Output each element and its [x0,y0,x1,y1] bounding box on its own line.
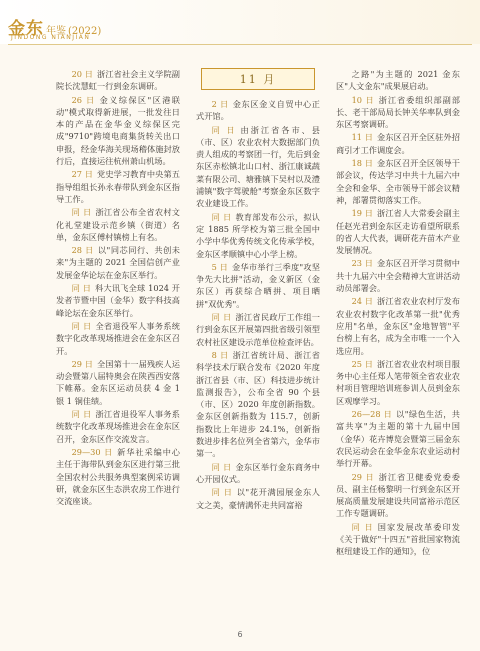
entry-text: 教育部发布公示，拟认定 1885 所学校为第三批全国中小学中华优秀传统文化传承学校，金东区孝顺镇中心小学上榜。 [196,211,320,259]
chronicle-entry [56,446,180,507]
entry-date: 5 日 [211,261,229,272]
chronicle-entry [56,94,180,168]
entry-text: 由浙江省各市、县（市、区）农业农村大数据部门负责人组成的考察团一行，先后到金东区赤松镇北山口村、浙江康诚蔬菜有限公司、塘雅镇下吴村以及澧浦镇"数字驾驶舱"考察金东区数字农业建设工作。 [196,124,320,209]
entry-date: 27 日 [71,169,94,180]
chronicle-entry [336,68,460,93]
logo-year: (2022) [68,26,102,37]
entry-date: 2 日 [211,99,229,109]
entry-date: 18 日 [351,158,374,169]
chronicle-entry [56,206,180,243]
entry-text: 新华社采编中心主任于海带队到金东区进行第三批全国农村公共服务典型案例采访调研，就金东区生态洪农房工作进行交流座谈。 [56,446,180,507]
chronicle-entry [336,521,460,558]
page-number: 6 [237,630,243,639]
entry-text: 以"绿色生活，共富共享"为主题的第十九届中国（金华）花卉博览会暨第三届金东农民运动会在金华金东农业运动村举行开幕。 [336,409,460,469]
chronicle-entry [336,358,460,407]
chronicle-entry [336,157,460,206]
chronicle-entry [56,408,180,445]
entry-text: 金义综保区"区港联动"模式取得新进展，一批发往日本的产品在金华金义综保区完成"9710"跨境电商集货转关出口申报，经金华海关现场稽体施封放行后，直接运往杭州萧山机场。 [56,94,180,167]
entry-text: 浙江省人大常委会副主任赵光君到金东区走访看望所联系的省人大代表，调研花卉苗木产业发展情况。 [336,208,460,256]
entry-text: 金东区金义自贸中心正式开馆。 [196,99,320,122]
chronicle-entry [336,207,460,256]
chronicle-entry [56,358,180,407]
entry-text: 浙江省公布全省农村文化礼堂建设示范乡镇（街道）名单，金东区傅村镇榜上有名。 [56,207,180,242]
chronicle-entry [196,261,320,310]
entry-date: 29 日 [71,358,94,369]
entry-text: 全省退役军人事务系统数字化改革现场推进会在金东区召开。 [56,320,180,356]
entry-date: 同 日 [211,211,232,222]
chronicle-entry [336,471,460,520]
entry-text: 国家发展改革委印发《关于做好"十四五"首批国家物流枢纽建设工作的通知》，位 [336,521,460,557]
logo-suffix: 年鉴 [46,26,66,37]
chronicle-entry [196,211,320,260]
entry-date: 19 日 [351,208,374,219]
entry-date: 10 日 [351,94,375,105]
entry-date: 同 日 [71,283,92,294]
entry-text: 浙江省社会主义学院副院长沈慧虹一行到金东调研。 [56,69,180,92]
logo-text: 金东 [8,19,44,39]
entry-text: 以"花开满园展金东人文之美，豪情满怀走共同富裕 [196,487,320,510]
entry-text: 金华市举行三季度"攻坚争先大比拼"活动，金义新区（金东区）再获综合晒拼、项目晒拼"双优秀"。 [196,261,320,309]
chronicle-entry [196,486,320,511]
chronicle-entry [56,68,180,93]
entry-date: 同 日 [211,461,232,472]
month-heading: 11 月 [201,68,315,90]
entry-text: 金东区召开全区领导干部会议，传达学习中共十九届六中全会和金华、全市领导干部会议精神，部署贯彻落实工作。 [336,158,460,205]
chronicle-entry [336,131,460,156]
entry-text: 浙江省民政厅工作组一行到金东区开展第四批省级引领型农村社区建设示范单位检查评估。 [196,312,320,347]
entry-text: 之路"为主题的 2021 金东区"人文金东"成果展启动。 [336,69,460,92]
entry-date: 26 日 [71,94,96,105]
entry-text: 以"同芯同行、共创未来"为主题的 2021 全国信创产业发展金华论坛在金东区举行。 [56,245,180,280]
page-footer [0,630,480,639]
page-header [0,0,480,62]
header-divider [8,44,472,45]
entry-date: 11 日 [351,132,374,143]
chronicle-entry [56,282,180,319]
chronicle-entry [196,461,320,486]
chronicle-entry [56,168,180,205]
chronicle-entry [56,320,180,357]
entry-date: 26—28 日 [351,409,393,420]
chronicle-entry [336,295,460,356]
entry-date: 8 日 [211,349,229,360]
chronicle-entry [336,408,460,469]
chronicle-entry [336,257,460,294]
entry-text: 浙江省退役军人事务系统数字化改革现场推进会在金东区召开，金东区作交流发言。 [56,409,180,444]
chronicle-entry [196,98,320,123]
entry-text: 浙江省卫健委党委委员、副主任杨黎明一行到金东区开展高质量发展建设共同富裕示范区工作专题调研。 [336,471,460,519]
chronicle-entry [196,311,320,348]
entry-date: 24 日 [351,296,374,307]
chronicle-entry [196,124,320,210]
entry-date: 同 日 [71,409,92,420]
entry-date: 29—30 日 [71,446,114,457]
entry-text: 党史学习教育中央第五指导组组长孙永春带队到金东区指导工作。 [56,169,180,204]
entry-date: 23 日 [351,258,374,269]
entry-text: 科大讯飞全球 1024 开发者节暨中国（金华）数字科技高峰论坛在金东区举行。 [56,283,180,318]
entry-date: 同 日 [71,207,92,218]
entry-text: 浙江省统计局、浙江省科学技术厅联合发布《2020 年度浙江省县（市、区）科技进步统计监测报告》，公布全省 90 个县（市、区）2020 年度创新指数。金东区创新指数为 115.7，创新指数比上年进步 24.1%，创新指数进步排名位列全省第六，金华市第一。 [196,349,320,459]
column-left [56,68,180,508]
entry-date: 20 日 [71,69,94,79]
entry-date: 同 日 [71,320,92,331]
entry-date: 29 日 [351,471,375,482]
entry-date: 同 日 [211,124,237,135]
column-middle [196,68,320,512]
entry-text: 金东区举行金东商务中心开园仪式。 [196,461,320,484]
entry-text: 浙江省委组织部副部长、老干部局局长钟关华率队到金东区考察调研。 [336,94,460,130]
chronicle-entry [336,94,460,131]
entry-text: 金东区召开学习贯彻中共十九届六中全会精神大宣讲活动动员部署会。 [336,258,460,294]
entry-date: 同 日 [211,487,233,498]
entry-date: 同 日 [211,312,232,323]
entry-date: 28 日 [71,245,94,256]
entry-date: 25 日 [351,358,374,369]
entry-date: 同 日 [351,521,374,532]
chronicle-entry [56,244,180,281]
logo-subtitle: JINDONG NIANJIAN [11,34,91,41]
entry-text: 金东区召开全区驻外招商引才工作调度会。 [336,132,460,155]
column-right [336,68,460,559]
entry-text: 浙江省农业农村厅发布农业农村数字化改革第一批"优秀应用"名单，金东区"金地智管"平台榜上有名，成为全市唯一一个入选应用。 [336,296,460,356]
column-middle-entries [196,98,320,511]
entry-text: 浙江省农业农村项目服务中心主任郑人笔带领全省农业农村项目管理培训班参训人员到金东区观摩学习。 [336,358,460,406]
chronicle-entry [196,349,320,460]
entry-text: 全国第十一届残疾人运动会暨第八届特奥会在陕西西安落下帷幕。金东区运动员获 4 金 1 银 1 铜佳绩。 [56,358,180,406]
